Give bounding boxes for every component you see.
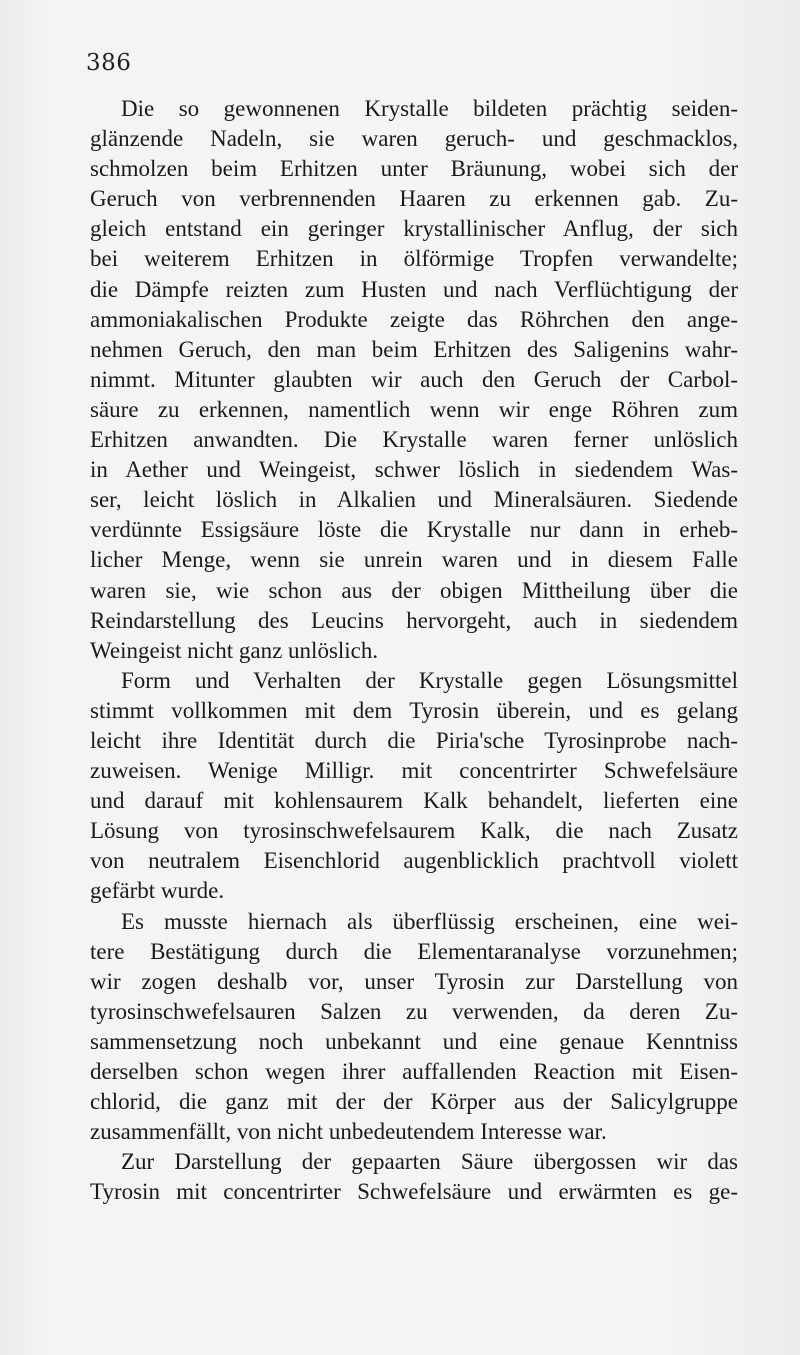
- text-line: derselben schon wegen ihrer auffallenden Reaction mit Eisen-: [90, 1059, 738, 1084]
- text-line: gleich entstand ein geringer krystallinischer Anflug, der sich: [90, 216, 738, 242]
- text-line: nimmt. Mitunter glaubten wir auch den Geruch der Carbol-: [90, 366, 738, 392]
- paragraph-4: [90, 1147, 738, 1207]
- body-text: [90, 94, 738, 1207]
- text-line: nehmen Geruch, den man beim Erhitzen des Saligenins wahr-: [90, 336, 738, 362]
- text-line: Tyrosin mit concentrirter Schwefelsäure und erwärmten es ge-: [90, 1179, 738, 1205]
- paragraph-3: [90, 907, 738, 1148]
- text-line: Weingeist nicht ganz unlöslich.: [90, 637, 379, 663]
- text-line: Lösung von tyrosinschwefelsaurem Kalk, die nach Zusatz: [90, 818, 738, 844]
- text-line: gefärbt wurde.: [90, 878, 225, 904]
- text-line: Es musste hiernach als überflüssig erscheinen, eine wei-: [121, 908, 738, 934]
- text-line: waren sie, wie schon aus der obigen Mittheilung über die: [90, 577, 738, 603]
- paragraph-2: [90, 666, 738, 907]
- text-line: Die so gewonnenen Krystalle bildeten prächtig seiden-: [121, 96, 738, 121]
- text-line: und darauf mit kohlensaurem Kalk behandelt, lieferten eine: [90, 788, 738, 814]
- text-line: Erhitzen anwandten. Die Krystalle waren ferner unlöslich: [90, 427, 738, 453]
- text-line: ammoniakalischen Produkte zeigte das Röhrchen den ange-: [90, 306, 738, 332]
- text-line: von neutralem Eisenchlorid augenblicklich prachtvoll violett: [90, 848, 738, 874]
- text-line: verdünnte Essigsäure löste die Krystalle nur dann in erheb-: [90, 517, 738, 543]
- text-line: säure zu erkennen, namentlich wenn wir enge Röhren zum: [90, 396, 738, 422]
- text-line: leicht ihre Identität durch die Piria'sche Tyrosinprobe nach-: [90, 727, 738, 753]
- text-line: tyrosinschwefelsauren Salzen zu verwenden, da deren Zu-: [90, 998, 738, 1024]
- text-line: in Aether und Weingeist, schwer löslich in siedendem Was-: [90, 457, 738, 483]
- text-line: ser, leicht löslich in Alkalien und Mineralsäuren. Siedende: [90, 487, 738, 513]
- text-line: glänzende Nadeln, sie waren geruch- und geschmacklos,: [90, 126, 738, 152]
- text-line: bei weiterem Erhitzen in ölförmige Tropfen verwandelte;: [90, 246, 738, 272]
- text-line: Zur Darstellung der gepaarten Säure übergossen wir das: [121, 1149, 738, 1175]
- page-number: 386: [86, 50, 132, 76]
- text-line: Geruch von verbrennenden Haaren zu erkennen gab. Zu-: [90, 186, 738, 212]
- text-line: schmolzen beim Erhitzen unter Bräunung, wobei sich der: [90, 156, 738, 182]
- text-line: zuweisen. Wenige Milligr. mit concentrirter Schwefelsäure: [90, 758, 738, 784]
- text-line: sammensetzung noch unbekannt und eine genaue Kenntniss: [90, 1028, 738, 1054]
- text-line: licher Menge, wenn sie unrein waren und in diesem Falle: [90, 547, 738, 573]
- paragraph-1: [90, 94, 738, 666]
- text-line: tere Bestätigung durch die Elementaranalyse vorzunehmen;: [90, 938, 738, 964]
- text-line: Reindarstellung des Leucins hervorgeht, auch in siedendem: [90, 607, 738, 633]
- text-line: wir zogen deshalb vor, unser Tyrosin zur Darstellung von: [90, 968, 738, 994]
- text-line: Form und Verhalten der Krystalle gegen Lösungsmittel: [121, 667, 738, 693]
- text-line: stimmt vollkommen mit dem Tyrosin überein, und es gelang: [90, 697, 738, 723]
- text-line: chlorid, die ganz mit der der Körper aus der Salicylgruppe: [90, 1089, 738, 1115]
- text-line: zusammenfällt, von nicht unbedeutendem Interesse war.: [90, 1119, 607, 1145]
- text-line: die Dämpfe reizten zum Husten und nach Verflüchtigung der: [90, 276, 738, 302]
